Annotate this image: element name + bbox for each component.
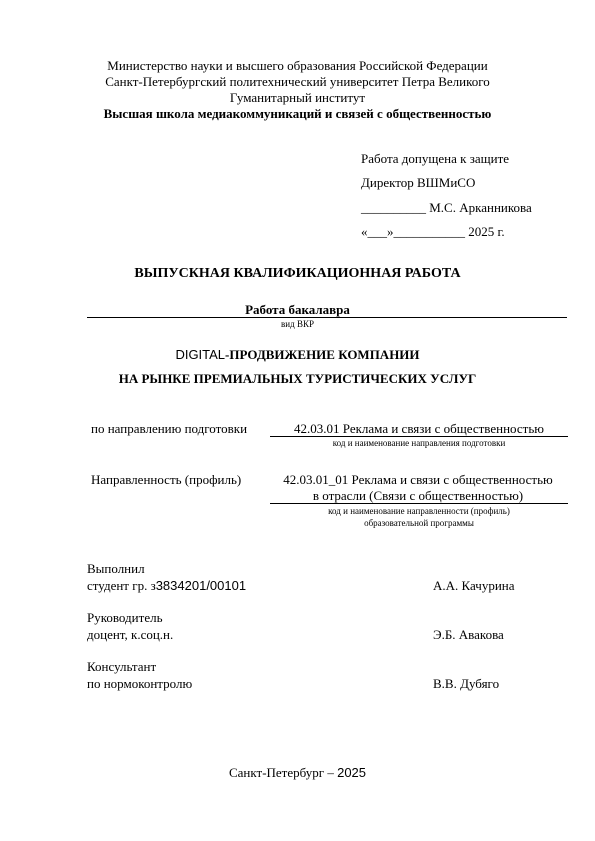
- institute-line: Гуманитарный институт: [229, 90, 366, 105]
- signature-position-supervisor: доцент, к.соц.н.: [87, 627, 174, 642]
- profile-caption-line-1: код и наименование направленности (профиль): [328, 506, 510, 516]
- school-line: Высшая школа медиакоммуникаций и связей с общественностью: [103, 106, 492, 121]
- university-line: Санкт-Петербургский политехнический университет Петра Великого: [105, 74, 490, 89]
- direction-caption: код и наименование направления подготовки: [332, 438, 506, 448]
- approval-director: Директор ВШМиСО: [361, 175, 476, 190]
- direction-label: по направлению подготовки: [91, 421, 248, 436]
- direction-underline: [270, 436, 568, 437]
- topic-line-2: НА РЫНКЕ ПРЕМИАЛЬНЫХ ТУРИСТИЧЕСКИХ УСЛУГ: [118, 371, 477, 386]
- approval-admitted: Работа допущена к защите: [361, 151, 510, 166]
- profile-value-line-1: 42.03.01_01 Реклама и связи с общественностью: [283, 472, 553, 487]
- signature-name-author: А.А. Качурина: [433, 578, 515, 593]
- topic-prefix: DIGITAL: [175, 347, 226, 362]
- profile-underline: [270, 503, 568, 504]
- footer-city: Санкт-Петербург –: [228, 765, 338, 780]
- direction-value: 42.03.01 Реклама и связи с общественностью: [294, 421, 544, 436]
- ministry-line: Министерство науки и высшего образования Российской Федерации: [107, 58, 488, 73]
- topic-rest: -ПРОДВИЖЕНИЕ КОМПАНИИ: [225, 347, 420, 362]
- profile-caption-line-2: образовательной программы: [364, 518, 474, 528]
- signature-position-consultant: по нормоконтролю: [87, 676, 193, 691]
- approval-date: «___»___________ 2025 г.: [361, 224, 505, 239]
- approval-signature: __________ М.С. Арканникова: [361, 200, 532, 215]
- signature-name-consultant: В.В. Дубяго: [433, 676, 500, 691]
- work-type-value: Работа бакалавра: [245, 302, 350, 317]
- signature-role-author: Выполнил: [87, 561, 145, 576]
- signature-name-supervisor: Э.Б. Авакова: [433, 627, 504, 642]
- signature-position-author: [87, 578, 246, 594]
- work-type-underline: [87, 317, 567, 318]
- profile-value-line-2: в отрасли (Связи с общественностью): [312, 488, 524, 503]
- topic-line-1: [0, 347, 595, 363]
- footer-city-year: [0, 765, 595, 781]
- profile-label: Направленность (профиль): [91, 472, 242, 487]
- author-group-prefix: студент гр. з: [87, 578, 156, 593]
- work-type-caption: вид ВКР: [281, 319, 314, 329]
- document-title: ВЫПУСКНАЯ КВАЛИФИКАЦИОННАЯ РАБОТА: [134, 266, 461, 281]
- footer-year: 2025: [337, 765, 367, 780]
- signature-role-consultant: Консультант: [87, 659, 157, 674]
- signature-role-supervisor: Руководитель: [87, 610, 163, 625]
- author-group-number: 3834201/00101: [155, 578, 247, 593]
